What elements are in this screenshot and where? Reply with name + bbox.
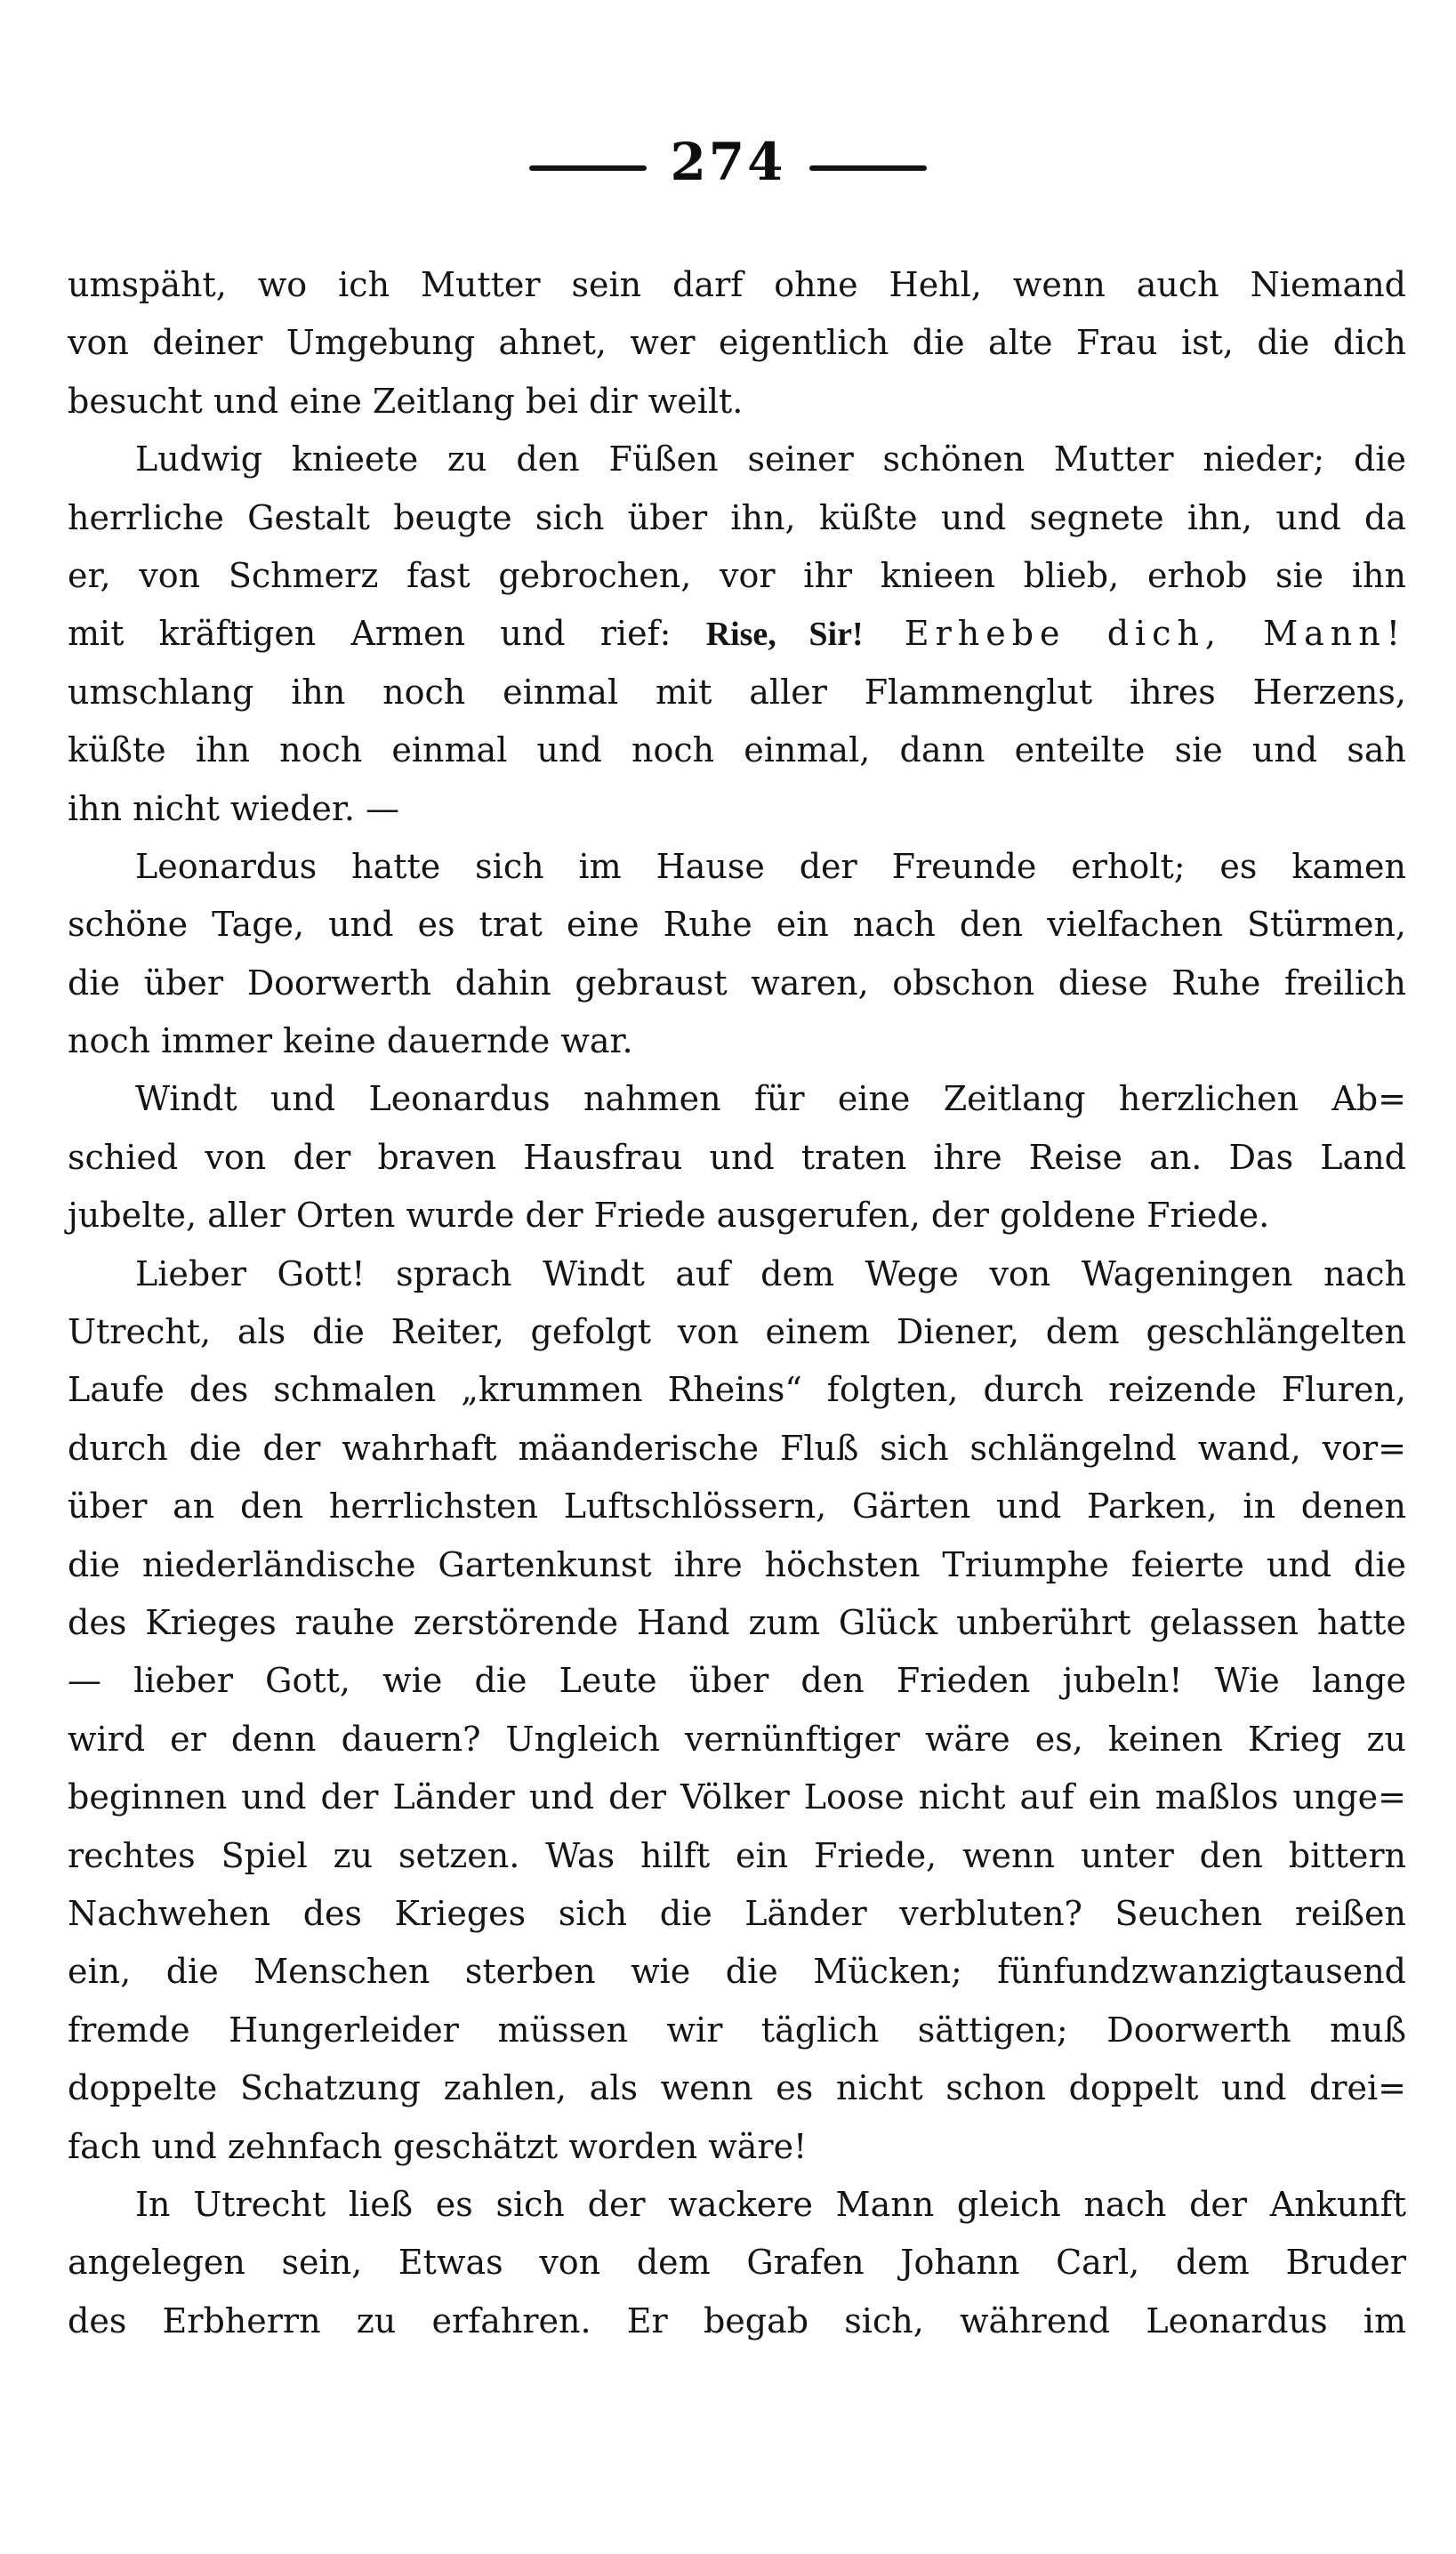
text-line: Lieber Gott! sprach Windt auf dem Wege von Wageningen nach: [135, 1253, 1406, 1293]
text-line-mixed-type: [68, 605, 1406, 663]
text-line: beginnen und der Länder und der Völker Loose nicht auf ein maßlos unge=: [68, 1777, 1406, 1817]
text-line: des Erbherrn zu erfahren. Er begab sich, während Leonardus im: [68, 2300, 1406, 2340]
text-line: — lieber Gott, wie die Leute über den Frieden jubeln! Wie lange: [68, 1661, 1406, 1701]
text-line: fremde Hungerleider müssen wir täglich sättigen; Doorwerth muß: [68, 2010, 1406, 2050]
header-rule-left: [529, 165, 647, 171]
text-block: [68, 256, 1406, 2350]
text-line: küßte ihn noch einmal und noch einmal, dann enteilte sie und sah: [68, 730, 1406, 770]
text-line: Leonardus hatte sich im Hause der Freunde erholt; es kamen: [135, 846, 1406, 886]
page-header: [0, 132, 1456, 192]
text-line: schied von der braven Hausfrau und traten ihre Reise an. Das Land: [68, 1137, 1406, 1177]
page-number: 274: [670, 132, 786, 192]
text-line: rechtes Spiel zu setzen. Was hilft ein Friede, wenn unter den bittern: [68, 1835, 1406, 1875]
text-line: In Utrecht ließ es sich der wackere Mann gleich nach der Ankunft: [135, 2184, 1406, 2224]
text-line: noch immer keine dauernde war.: [68, 1021, 633, 1061]
text-line: Windt und Leonardus nahmen für eine Zeitlang herzlichen Ab=: [135, 1079, 1406, 1119]
text-line: Laufe des schmalen „krummen Rheins“ folgten, durch reizende Fluren,: [68, 1370, 1406, 1410]
text-line: besucht und eine Zeitlang bei dir weilt.: [68, 381, 744, 421]
fraktur-phrase: mit kräftigen Armen und rief:: [68, 614, 706, 654]
text-line: doppelte Schatzung zahlen, als wenn es nicht schon doppelt und drei=: [68, 2068, 1406, 2108]
text-line: Utrecht, als die Reiter, gefolgt von einem Diener, dem geschlängelten: [68, 1312, 1406, 1352]
text-line: schöne Tage, und es trat eine Ruhe ein nach den vielfachen Stürmen,: [68, 905, 1406, 945]
antiqua-phrase: Rise, Sir!: [705, 616, 864, 654]
text-line: er, von Schmerz fast gebrochen, vor ihr knieen blieb, erhob sie ihn: [68, 555, 1406, 595]
text-line: jubelte, aller Orten wurde der Friede ausgerufen, der goldene Friede.: [68, 1196, 1270, 1236]
text-line: umschlang ihn noch einmal mit aller Flammenglut ihres Herzens,: [68, 672, 1406, 712]
text-line: umspäht, wo ich Mutter sein darf ohne Hehl, wenn auch Niemand: [68, 265, 1406, 304]
text-line: herrliche Gestalt beugte sich über ihn, küßte und segnete ihn, und da: [68, 497, 1406, 537]
text-line: angelegen sein, Etwas von dem Grafen Johann Carl, dem Bruder: [68, 2243, 1406, 2283]
text-line: die niederländische Gartenkunst ihre höchsten Triumphe feierte und die: [68, 1544, 1406, 1584]
text-line: von deiner Umgebung ahnet, wer eigentlich die alte Frau ist, die dich: [68, 323, 1406, 363]
text-line: ihn nicht wieder. —: [68, 788, 400, 828]
header-rule-right: [809, 165, 927, 171]
text-line: des Krieges rauhe zerstörende Hand zum Glück unberührt gelassen hatte: [68, 1602, 1406, 1642]
text-line: Nachwehen des Krieges sich die Länder verbluten? Seuchen reißen: [68, 1893, 1406, 1933]
text-line: ein, die Menschen sterben wie die Mücken; fünfundzwanzigtausend: [68, 1952, 1406, 1992]
text-line: wird er denn dauern? Ungleich vernünftiger wäre es, keinen Krieg zu: [68, 1719, 1406, 1759]
text-line: durch die der wahrhaft mäanderische Fluß sich schlängelnd wand, vor=: [68, 1428, 1406, 1468]
text-line: über an den herrlichsten Luftschlössern, Gärten und Parken, in denen: [68, 1486, 1406, 1527]
text-line: fach und zehnfach geschätzt worden wäre!: [68, 2126, 808, 2166]
text-line: Ludwig knieete zu den Füßen seiner schönen Mutter nieder; die: [135, 439, 1406, 479]
letterspaced-phrase: Erhebe dich, Mann!: [863, 614, 1406, 654]
text-line: die über Doorwerth dahin gebraust waren, obschon diese Ruhe freilich: [68, 963, 1406, 1003]
